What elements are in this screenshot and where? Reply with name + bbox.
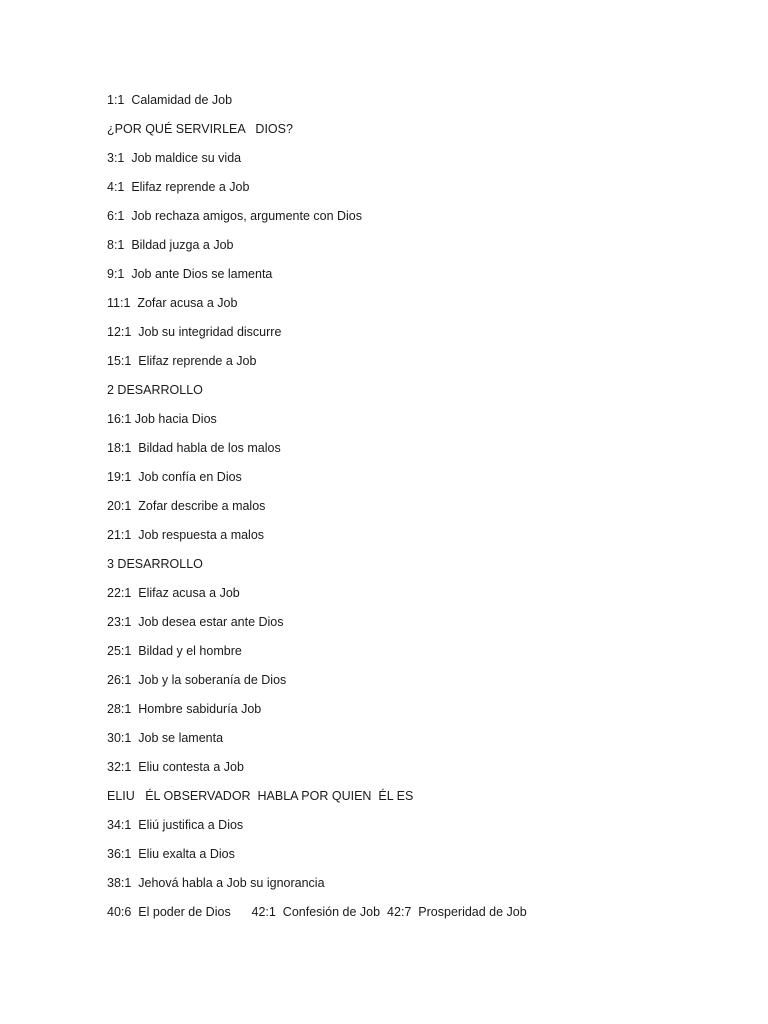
outline-line: 12:1 Job su integridad discurre xyxy=(107,325,282,339)
outline-line: 8:1 Bildad juzga a Job xyxy=(107,238,234,252)
outline-line: 34:1 Eliú justifica a Dios xyxy=(107,818,244,832)
outline-line: 38:1 Jehová habla a Job su ignorancia xyxy=(107,876,325,890)
outline-line: 15:1 Elifaz reprende a Job xyxy=(107,354,257,368)
outline-line: 22:1 Elifaz acusa a Job xyxy=(107,586,240,600)
outline-line: 1:1 Calamidad de Job xyxy=(107,93,233,107)
outline-line: 21:1 Job respuesta a malos xyxy=(107,528,265,542)
outline-line: 18:1 Bildad habla de los malos xyxy=(107,441,281,455)
outline-line: 40:6 El poder de Dios 42:1 Confesión de Job 42:7 Prosperidad de Job xyxy=(107,905,527,919)
outline-line: 28:1 Hombre sabiduría Job xyxy=(107,702,262,716)
outline-list xyxy=(107,89,527,930)
outline-heading: 2 DESARROLLO xyxy=(107,383,203,397)
outline-heading: 3 DESARROLLO xyxy=(107,557,203,571)
outline-line: 9:1 Job ante Dios se lamenta xyxy=(107,267,273,281)
outline-line: 3:1 Job maldice su vida xyxy=(107,151,242,165)
outline-line: 4:1 Elifaz reprende a Job xyxy=(107,180,250,194)
outline-line: 36:1 Eliu exalta a Dios xyxy=(107,847,235,861)
outline-line: 32:1 Eliu contesta a Job xyxy=(107,760,244,774)
outline-line: 19:1 Job confía en Dios xyxy=(107,470,242,484)
outline-line: 25:1 Bildad y el hombre xyxy=(107,644,242,658)
outline-line: 20:1 Zofar describe a malos xyxy=(107,499,266,513)
outline-heading: ELIU ÉL OBSERVADOR HABLA POR QUIEN ÉL ES xyxy=(107,789,414,803)
outline-line: 23:1 Job desea estar ante Dios xyxy=(107,615,284,629)
outline-heading: ¿POR QUÉ SERVIRLEA DIOS? xyxy=(107,122,293,136)
outline-line: 30:1 Job se lamenta xyxy=(107,731,224,745)
outline-line: 26:1 Job y la soberanía de Dios xyxy=(107,673,287,687)
outline-line: 16:1 Job hacia Dios xyxy=(107,412,217,426)
outline-line: 6:1 Job rechaza amigos, argumente con Dios xyxy=(107,209,362,223)
outline-line: 11:1 Zofar acusa a Job xyxy=(107,296,238,310)
